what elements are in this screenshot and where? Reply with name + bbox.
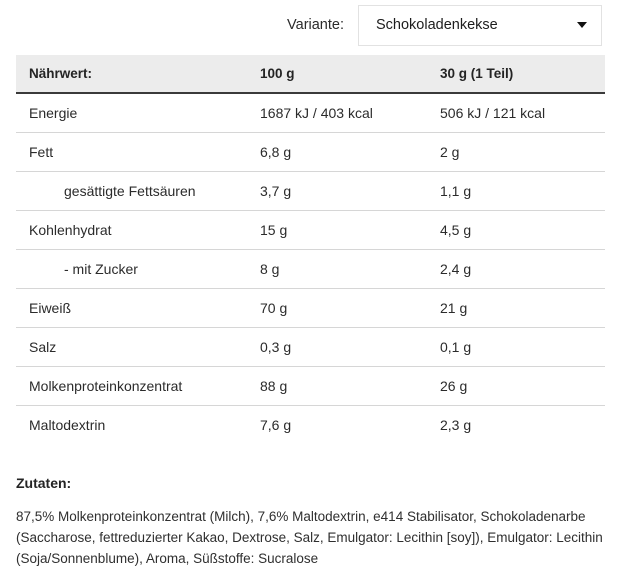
table-header-row [16, 55, 605, 93]
row-label: Maltodextrin [29, 417, 106, 433]
nutrition-table [16, 55, 605, 444]
row-label: Energie [16, 93, 260, 133]
row-value-portion: 506 kJ / 121 kcal [440, 93, 605, 133]
table-row [16, 328, 605, 367]
row-value-100g: 8 g [260, 250, 440, 289]
column-header-nutrient: Nährwert: [16, 55, 260, 93]
row-value-portion: 21 g [440, 289, 605, 328]
column-header-per-100g: 100 g [260, 55, 440, 93]
table-row [16, 406, 605, 445]
variant-selector-row [0, 0, 632, 46]
table-row [16, 250, 605, 289]
row-value-100g: 88 g [260, 367, 440, 406]
row-label: Salz [16, 328, 260, 367]
row-value-portion: 2 g [440, 133, 605, 172]
row-value-portion: 4,5 g [440, 211, 605, 250]
column-header-per-portion: 30 g (1 Teil) [440, 55, 605, 93]
table-row [16, 367, 605, 406]
table-row [16, 172, 605, 211]
row-value-portion: 26 g [440, 367, 605, 406]
table-header [16, 55, 605, 93]
row-value-100g: 7,6 g [260, 417, 292, 433]
row-value-portion: 1,1 g [440, 172, 605, 211]
ingredients-section [16, 475, 605, 569]
ingredients-title: Zutaten: [16, 475, 72, 491]
variant-select[interactable] [358, 5, 602, 46]
row-label: - mit Zucker [16, 250, 260, 289]
nutrition-table-container [16, 55, 605, 444]
table-row [16, 93, 605, 133]
variant-selected-value: Schokoladenkekse [376, 17, 498, 33]
table-body [16, 93, 605, 444]
row-label: Molkenproteinkonzentrat [16, 367, 260, 406]
chevron-down-icon [577, 22, 587, 28]
table-row [16, 289, 605, 328]
table-row [16, 211, 605, 250]
row-value-100g: 15 g [260, 211, 440, 250]
row-label: Eiweiß [16, 289, 260, 328]
row-label: Kohlenhydrat [16, 211, 260, 250]
row-value-100g: 1687 kJ / 403 kcal [260, 93, 440, 133]
row-value-100g: 0,3 g [260, 328, 440, 367]
row-value-portion: 0,1 g [440, 328, 605, 367]
ingredients-text: 87,5% Molkenproteinkonzentrat (Milch), 7,6% Maltodextrin, e414 Stabilisator, Schokoladenarbe (Saccharose, fettreduzierter Kakao, Dextrose, Salz, Emulgator: Lecithin [soy]), Emulgator: Lecithin (Soja/Sonnenblume), Aroma, Süßstoffe: Sucralose [16, 509, 603, 566]
row-label: gesättigte Fettsäuren [16, 172, 260, 211]
variant-label: Variante: [287, 17, 344, 33]
row-label: Fett [16, 133, 260, 172]
row-value-portion: 2,4 g [440, 250, 605, 289]
row-value-100g: 6,8 g [260, 133, 440, 172]
table-row [16, 133, 605, 172]
row-value-portion: 2,3 g [440, 417, 472, 433]
row-value-100g: 70 g [260, 289, 440, 328]
row-value-100g: 3,7 g [260, 172, 440, 211]
